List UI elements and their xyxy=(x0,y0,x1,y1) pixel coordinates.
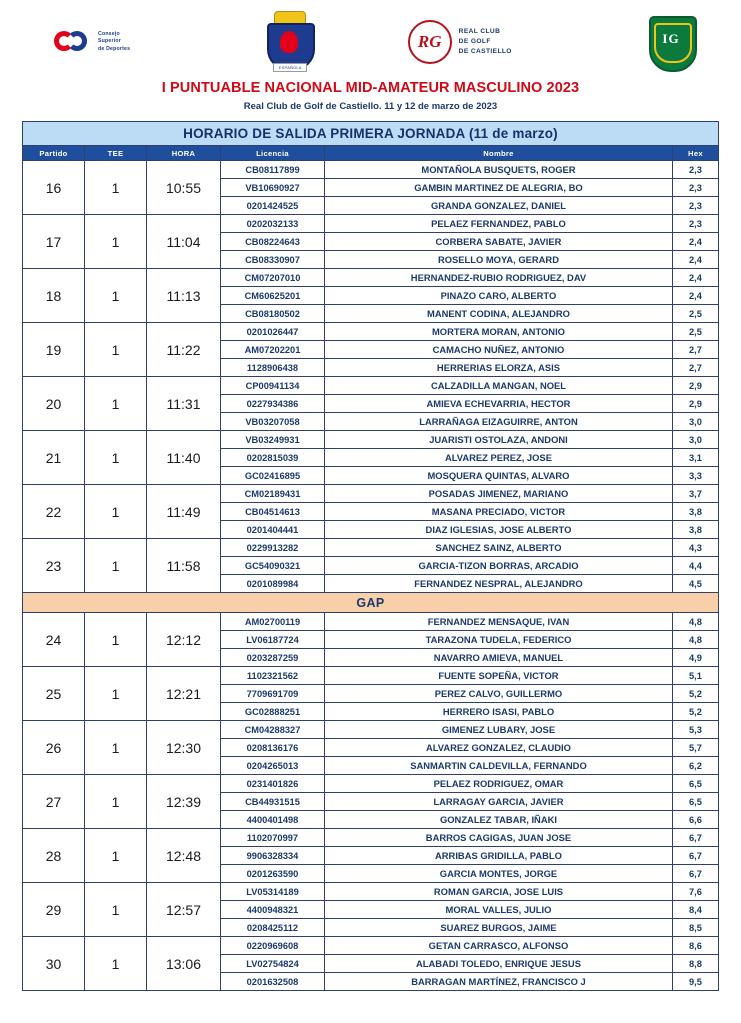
cell-hora: 11:13 xyxy=(147,269,221,323)
cell-nombre: ALVAREZ PEREZ, JOSE xyxy=(325,449,673,467)
cell-nombre: MONTAÑOLA BUSQUETS, ROGER xyxy=(325,161,673,179)
cell-partido: 17 xyxy=(23,215,85,269)
table-row xyxy=(23,883,719,901)
csd-line-2: Superior xyxy=(98,38,121,45)
cell-nombre: GRANDA GONZALEZ, DANIEL xyxy=(325,197,673,215)
cell-hora: 11:22 xyxy=(147,323,221,377)
cell-licencia: CB08117899 xyxy=(221,161,325,179)
table-row xyxy=(23,269,719,287)
cell-licencia: CB08330907 xyxy=(221,251,325,269)
cell-tee: 1 xyxy=(85,883,147,937)
title-block xyxy=(0,78,741,112)
cell-hex: 3,0 xyxy=(672,431,718,449)
cell-licencia: 4400401498 xyxy=(221,811,325,829)
cell-hora: 11:49 xyxy=(147,485,221,539)
cell-hex: 6,2 xyxy=(672,757,718,775)
cell-partido: 29 xyxy=(23,883,85,937)
real-federacion-espanola-de-golf-crest xyxy=(263,11,315,73)
rcgc-monogram-icon xyxy=(408,20,452,64)
csd-line-1: Consejo xyxy=(98,31,120,38)
cell-hex: 6,6 xyxy=(672,811,718,829)
cell-licencia: CB08180502 xyxy=(221,305,325,323)
cell-nombre: ROSELLO MOYA, GERARD xyxy=(325,251,673,269)
cell-licencia: CM60625201 xyxy=(221,287,325,305)
cell-tee: 1 xyxy=(85,161,147,215)
cell-hex: 2,9 xyxy=(672,395,718,413)
cell-nombre: SANCHEZ SAINZ, ALBERTO xyxy=(325,539,673,557)
cell-licencia: 0229913282 xyxy=(221,539,325,557)
cell-licencia: 0201632508 xyxy=(221,973,325,991)
cell-nombre: GONZALEZ TABAR, IÑAKI xyxy=(325,811,673,829)
cell-hex: 3,8 xyxy=(672,521,718,539)
cell-nombre: BARROS CAGIGAS, JUAN JOSE xyxy=(325,829,673,847)
table-row xyxy=(23,775,719,793)
cell-hex: 3,7 xyxy=(672,485,718,503)
cell-tee: 1 xyxy=(85,667,147,721)
cell-partido: 21 xyxy=(23,431,85,485)
cell-partido: 28 xyxy=(23,829,85,883)
cell-hex: 6,7 xyxy=(672,865,718,883)
club-crest-letters: IG xyxy=(662,31,680,46)
logo-slot-csd xyxy=(40,29,204,55)
cell-licencia: 0201404441 xyxy=(221,521,325,539)
cell-nombre: PELAEZ RODRIGUEZ, OMAR xyxy=(325,775,673,793)
real-club-de-golf-de-castiello-logo xyxy=(408,20,512,64)
table-row xyxy=(23,485,719,503)
cell-hex: 4,5 xyxy=(672,575,718,593)
cell-nombre: TARAZONA TUDELA, FEDERICO xyxy=(325,631,673,649)
cell-hex: 4,3 xyxy=(672,539,718,557)
table-row xyxy=(23,721,719,739)
cell-hex: 6,5 xyxy=(672,793,718,811)
cell-nombre: ALVAREZ GONZALEZ, CLAUDIO xyxy=(325,739,673,757)
cell-nombre: GARCIA MONTES, JORGE xyxy=(325,865,673,883)
cell-nombre: AMIEVA ECHEVARRIA, HECTOR xyxy=(325,395,673,413)
cell-nombre: CORBERA SABATE, JAVIER xyxy=(325,233,673,251)
cell-hex: 7,6 xyxy=(672,883,718,901)
schedule-table-wrapper xyxy=(0,112,741,991)
cell-nombre: GAMBIN MARTINEZ DE ALEGRIA, BO xyxy=(325,179,673,197)
cell-nombre: FERNANDEZ NESPRAL, ALEJANDRO xyxy=(325,575,673,593)
schedule-table xyxy=(22,121,719,991)
cell-licencia: 0204265013 xyxy=(221,757,325,775)
cell-licencia: 0201424525 xyxy=(221,197,325,215)
cell-partido: 16 xyxy=(23,161,85,215)
cell-tee: 1 xyxy=(85,377,147,431)
cell-hex: 8,5 xyxy=(672,919,718,937)
page-subtitle: Real Club de Golf de Castiello. 11 y 12 de marzo de 2023 xyxy=(243,101,498,112)
cell-tee: 1 xyxy=(85,937,147,991)
cell-hex: 3,3 xyxy=(672,467,718,485)
cell-hora: 11:04 xyxy=(147,215,221,269)
cell-licencia: 1102321562 xyxy=(221,667,325,685)
cell-licencia: CP00941134 xyxy=(221,377,325,395)
column-header-nombre: Nombre xyxy=(325,146,673,161)
cell-licencia: 1128906438 xyxy=(221,359,325,377)
cell-hex: 8,6 xyxy=(672,937,718,955)
cell-licencia: 0202032133 xyxy=(221,215,325,233)
column-header-partido: Partido xyxy=(23,146,85,161)
rcgc-line-2: DE GOLF xyxy=(458,38,491,46)
cell-licencia: CM04288327 xyxy=(221,721,325,739)
cell-nombre: GARCIA-TIZON BORRAS, ARCADIO xyxy=(325,557,673,575)
cell-hora: 11:40 xyxy=(147,431,221,485)
table-row xyxy=(23,431,719,449)
rcgc-line-1: REAL CLUB xyxy=(458,28,501,36)
cell-nombre: GETAN CARRASCO, ALFONSO xyxy=(325,937,673,955)
cell-hex: 8,4 xyxy=(672,901,718,919)
lion-icon xyxy=(280,31,298,53)
cell-hex: 5,7 xyxy=(672,739,718,757)
cell-nombre: DIAZ IGLESIAS, JOSE ALBERTO xyxy=(325,521,673,539)
cell-hora: 11:58 xyxy=(147,539,221,593)
csd-mark-icon xyxy=(54,29,92,55)
cell-licencia: 7709691709 xyxy=(221,685,325,703)
cell-hex: 2,4 xyxy=(672,269,718,287)
table-row xyxy=(23,323,719,341)
cell-tee: 1 xyxy=(85,539,147,593)
cell-hex: 3,1 xyxy=(672,449,718,467)
cell-licencia: LV05314189 xyxy=(221,883,325,901)
cell-licencia: 0203287259 xyxy=(221,649,325,667)
cell-nombre: MASANA PRECIADO, VICTOR xyxy=(325,503,673,521)
cell-partido: 24 xyxy=(23,613,85,667)
cell-nombre: LARRAÑAGA EIZAGUIRRE, ANTON xyxy=(325,413,673,431)
cell-hex: 4,4 xyxy=(672,557,718,575)
cell-licencia: GC02888251 xyxy=(221,703,325,721)
cell-partido: 27 xyxy=(23,775,85,829)
cell-partido: 22 xyxy=(23,485,85,539)
cell-nombre: HERRERO ISASI, PABLO xyxy=(325,703,673,721)
cell-licencia: LV06187724 xyxy=(221,631,325,649)
cell-licencia: VB03207058 xyxy=(221,413,325,431)
cell-hex: 2,5 xyxy=(672,305,718,323)
cell-hora: 12:21 xyxy=(147,667,221,721)
cell-nombre: POSADAS JIMENEZ, MARIANO xyxy=(325,485,673,503)
cell-hex: 6,7 xyxy=(672,829,718,847)
crest-caption: ESPAÑOLA xyxy=(273,63,307,72)
cell-nombre: NAVARRO AMIEVA, MANUEL xyxy=(325,649,673,667)
cell-tee: 1 xyxy=(85,323,147,377)
cell-nombre: BARRAGAN MARTÍNEZ, FRANCISCO J xyxy=(325,973,673,991)
cell-licencia: LV02754824 xyxy=(221,955,325,973)
cell-nombre: HERRERIAS ELORZA, ASIS xyxy=(325,359,673,377)
table-row xyxy=(23,667,719,685)
cell-partido: 30 xyxy=(23,937,85,991)
cell-hex: 8,8 xyxy=(672,955,718,973)
cell-hex: 5,2 xyxy=(672,703,718,721)
column-header-hora: HORA xyxy=(147,146,221,161)
table-row xyxy=(23,539,719,557)
cell-nombre: PINAZO CARO, ALBERTO xyxy=(325,287,673,305)
column-header-licencia: Licencia xyxy=(221,146,325,161)
cell-hex: 2,3 xyxy=(672,197,718,215)
cell-partido: 23 xyxy=(23,539,85,593)
cell-nombre: JUARISTI OSTOLAZA, ANDONI xyxy=(325,431,673,449)
rcgc-line-3: DE CASTIELLO xyxy=(458,47,512,55)
cell-nombre: LARRAGAY GARCIA, JAVIER xyxy=(325,793,673,811)
cell-licencia: 0220969608 xyxy=(221,937,325,955)
cell-licencia: CM07207010 xyxy=(221,269,325,287)
schedule-banner-row xyxy=(23,122,719,146)
table-row xyxy=(23,161,719,179)
page-title: I PUNTUABLE NACIONAL MID-AMATEUR MASCULINO 2023 xyxy=(161,80,580,96)
cell-tee: 1 xyxy=(85,215,147,269)
schedule-banner: HORARIO DE SALIDA PRIMERA JORNADA (11 de marzo) xyxy=(23,122,719,146)
cell-partido: 26 xyxy=(23,721,85,775)
cell-hex: 3,8 xyxy=(672,503,718,521)
column-header-tee: TEE xyxy=(85,146,147,161)
table-row xyxy=(23,829,719,847)
cell-partido: 20 xyxy=(23,377,85,431)
cell-licencia: 0208136176 xyxy=(221,739,325,757)
rcgc-logo-text xyxy=(459,27,512,57)
cell-nombre: ROMAN GARCIA, JOSE LUIS xyxy=(325,883,673,901)
cell-hex: 4,8 xyxy=(672,613,718,631)
cell-hex: 2,5 xyxy=(672,323,718,341)
cell-hex: 2,9 xyxy=(672,377,718,395)
column-header-hex: Hex xyxy=(672,146,718,161)
cell-hex: 2,4 xyxy=(672,287,718,305)
logo-bar xyxy=(0,0,741,78)
logo-slot-rcgc xyxy=(375,20,546,64)
table-row xyxy=(23,377,719,395)
column-header-row xyxy=(23,146,719,161)
table-row xyxy=(23,215,719,233)
cell-nombre: MOSQUERA QUINTAS, ALVARO xyxy=(325,467,673,485)
cell-nombre: ARRIBAS GRIDILLA, PABLO xyxy=(325,847,673,865)
cell-nombre: MORTERA MORAN, ANTONIO xyxy=(325,323,673,341)
cell-tee: 1 xyxy=(85,721,147,775)
cell-hex: 2,4 xyxy=(672,251,718,269)
cell-hex: 9,5 xyxy=(672,973,718,991)
cell-tee: 1 xyxy=(85,431,147,485)
cell-hex: 4,9 xyxy=(672,649,718,667)
cell-tee: 1 xyxy=(85,269,147,323)
cell-partido: 25 xyxy=(23,667,85,721)
cell-hora: 13:06 xyxy=(147,937,221,991)
cell-partido: 18 xyxy=(23,269,85,323)
cell-licencia: VB03249931 xyxy=(221,431,325,449)
cell-nombre: GIMENEZ LUBARY, JOSE xyxy=(325,721,673,739)
cell-licencia: 1102070997 xyxy=(221,829,325,847)
cell-tee: 1 xyxy=(85,775,147,829)
cell-nombre: CALZADILLA MANGAN, NOEL xyxy=(325,377,673,395)
cell-nombre: FERNANDEZ MENSAQUE, IVAN xyxy=(325,613,673,631)
cell-hex: 4,8 xyxy=(672,631,718,649)
cell-licencia: GC02416895 xyxy=(221,467,325,485)
cell-licencia: 0231401826 xyxy=(221,775,325,793)
cell-tee: 1 xyxy=(85,613,147,667)
schedule-table-body xyxy=(23,122,719,991)
cell-hex: 6,5 xyxy=(672,775,718,793)
cell-licencia: CB44931515 xyxy=(221,793,325,811)
gap-row xyxy=(23,593,719,613)
cell-nombre: SUAREZ BURGOS, JAIME xyxy=(325,919,673,937)
cell-licencia: AM07202201 xyxy=(221,341,325,359)
cell-hex: 2,3 xyxy=(672,215,718,233)
cell-nombre: HERNANDEZ-RUBIO RODRIGUEZ, DAV xyxy=(325,269,673,287)
cell-licencia: CB04514613 xyxy=(221,503,325,521)
cell-licencia: 0201089984 xyxy=(221,575,325,593)
rcgc-monogram-text: RG xyxy=(417,32,442,51)
consejo-superior-de-deportes-logo xyxy=(54,29,130,55)
cell-licencia: 0201026447 xyxy=(221,323,325,341)
cell-nombre: MORAL VALLES, JULIO xyxy=(325,901,673,919)
cell-nombre: CAMACHO NUÑEZ, ANTONIO xyxy=(325,341,673,359)
cell-licencia: 9906328334 xyxy=(221,847,325,865)
gap-label: GAP xyxy=(23,593,719,613)
cell-licencia: 4400948321 xyxy=(221,901,325,919)
cell-hora: 12:48 xyxy=(147,829,221,883)
cell-licencia: 0202815039 xyxy=(221,449,325,467)
cell-licencia: GC54090321 xyxy=(221,557,325,575)
cell-partido: 19 xyxy=(23,323,85,377)
table-row xyxy=(23,613,719,631)
cell-nombre: PELAEZ FERNANDEZ, PABLO xyxy=(325,215,673,233)
cell-hex: 5,3 xyxy=(672,721,718,739)
cell-hora: 11:31 xyxy=(147,377,221,431)
cell-nombre: SANMARTIN CALDEVILLA, FERNANDO xyxy=(325,757,673,775)
club-crest xyxy=(647,13,695,71)
cell-hora: 12:39 xyxy=(147,775,221,829)
cell-nombre: ALABADI TOLEDO, ENRIQUE JESUS xyxy=(325,955,673,973)
cell-nombre: FUENTE SOPEÑA, VICTOR xyxy=(325,667,673,685)
cell-hora: 12:57 xyxy=(147,883,221,937)
cell-hex: 3,0 xyxy=(672,413,718,431)
cell-hora: 10:55 xyxy=(147,161,221,215)
csd-logo-text xyxy=(98,31,130,52)
cell-nombre: MANENT CODINA, ALEJANDRO xyxy=(325,305,673,323)
cell-hex: 5,1 xyxy=(672,667,718,685)
logo-slot-club-crest xyxy=(545,13,701,71)
cell-hex: 5,2 xyxy=(672,685,718,703)
cell-licencia: AM02700119 xyxy=(221,613,325,631)
table-row xyxy=(23,937,719,955)
cell-hex: 2,7 xyxy=(672,359,718,377)
cell-hex: 2,7 xyxy=(672,341,718,359)
cell-licencia: 0208425112 xyxy=(221,919,325,937)
cell-hex: 2,3 xyxy=(672,161,718,179)
logo-slot-rfeg xyxy=(204,11,375,73)
cell-hex: 2,3 xyxy=(672,179,718,197)
cell-tee: 1 xyxy=(85,829,147,883)
cell-hora: 12:12 xyxy=(147,613,221,667)
cell-licencia: VB10690927 xyxy=(221,179,325,197)
cell-licencia: 0201263590 xyxy=(221,865,325,883)
csd-line-3: de Deportes xyxy=(98,45,131,52)
cell-licencia: CM02189431 xyxy=(221,485,325,503)
cell-hora: 12:30 xyxy=(147,721,221,775)
cell-hex: 2,4 xyxy=(672,233,718,251)
cell-licencia: 0227934386 xyxy=(221,395,325,413)
cell-hex: 6,7 xyxy=(672,847,718,865)
cell-licencia: CB08224643 xyxy=(221,233,325,251)
cell-nombre: PEREZ CALVO, GUILLERMO xyxy=(325,685,673,703)
cell-tee: 1 xyxy=(85,485,147,539)
